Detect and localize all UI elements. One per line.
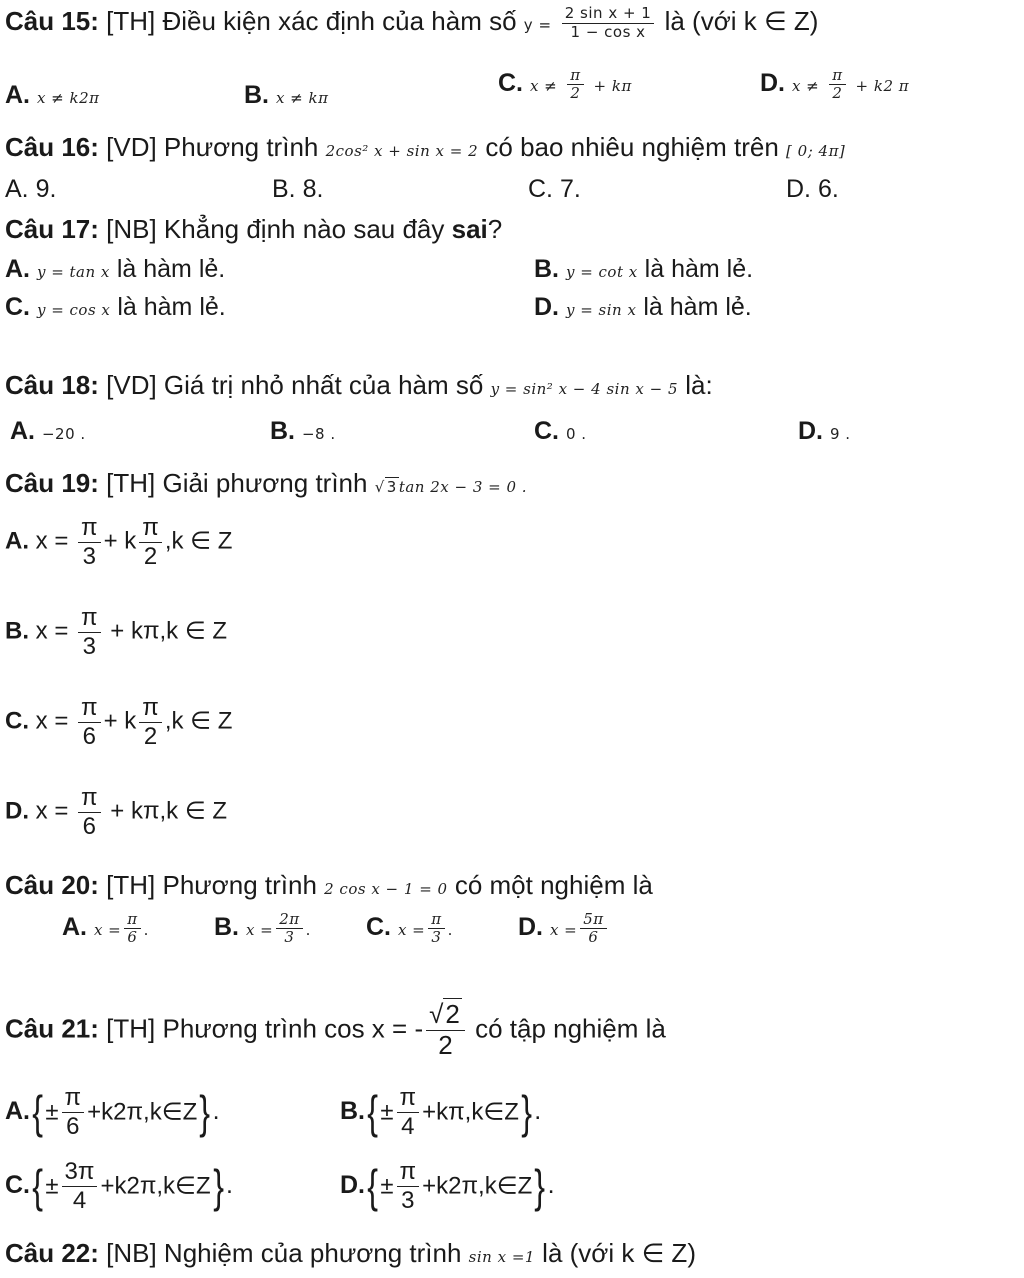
question-21-option-a[interactable] [5, 1084, 220, 1140]
fraction-denominator: 6 [82, 812, 96, 840]
option-text: là hàm lẻ. [636, 293, 752, 321]
fraction-numerator: π [78, 604, 101, 633]
sqrt-radicand: 3 [386, 478, 397, 496]
option-math: x ≠ [791, 77, 820, 95]
question-20-option-a[interactable] [62, 910, 149, 947]
fraction-numerator: π [139, 694, 162, 723]
question-15-function-fraction [562, 5, 655, 41]
question-18-text: [VD] Giá trị nhỏ nhất của hàm số [98, 370, 491, 400]
question-15-option-a[interactable] [5, 78, 100, 115]
question-21-option-c[interactable] [5, 1158, 233, 1214]
option-text: là hàm lẻ. [109, 255, 226, 283]
fraction-numerator: π [567, 67, 583, 85]
fraction-denominator: 2 [438, 1029, 453, 1060]
option-label: A. [5, 255, 30, 283]
option-label: B. [340, 1097, 365, 1125]
question-21-text-end: có tập nghiệm là [467, 1013, 666, 1044]
question-21-option-b[interactable] [340, 1084, 541, 1140]
option-math: 0 . [565, 425, 587, 443]
fraction-denominator: 6 [588, 927, 599, 946]
question-19-option-b[interactable] [5, 604, 227, 660]
option-dot: . [534, 1097, 542, 1125]
left-brace: { [367, 1160, 379, 1213]
right-brace: } [534, 1160, 546, 1213]
question-22-label: Câu 22: [5, 1238, 99, 1268]
question-17-mark: ? [487, 214, 503, 244]
option-fraction [62, 1084, 85, 1140]
option-fraction [397, 1158, 420, 1214]
question-19-option-d[interactable] [5, 784, 227, 840]
option-math: x = [35, 527, 69, 555]
fraction-denominator: 2 [143, 722, 158, 750]
question-16-option-a[interactable]: A. 9. [5, 175, 57, 203]
option-label: A. [10, 417, 35, 445]
option-label: D. [798, 417, 823, 445]
option-math: y = sin x [565, 301, 637, 319]
fraction-denominator: 3 [82, 542, 96, 570]
option-math: x ≠ k2π [36, 89, 100, 107]
option-math: +k2π,k∈Z [100, 1172, 211, 1200]
question-22-text: [NB] Nghiệm của phương trình [98, 1238, 469, 1268]
question-20-option-c[interactable] [366, 910, 453, 947]
option-math: + kπ,k ∈ Z [110, 797, 228, 825]
option-label: C. [534, 417, 559, 445]
option-math: −8 . [301, 425, 336, 443]
option-math: 9 . [829, 425, 851, 443]
option-math: . [447, 921, 453, 939]
fraction-denominator: 3 [431, 927, 442, 946]
option-math: . [143, 921, 149, 939]
option-dot: . [212, 1097, 220, 1125]
option-math: −20 . [41, 425, 86, 443]
option-math: ,k ∈ Z [164, 527, 233, 555]
option-math: x = [93, 921, 122, 939]
fraction-numerator: 2π [276, 911, 302, 929]
question-18-option-a[interactable] [10, 414, 86, 451]
question-20-text: [TH] Phương trình [98, 870, 325, 900]
question-20-label: Câu 20: [5, 870, 99, 900]
question-15-option-d[interactable] [760, 66, 909, 103]
option-math: . [305, 921, 311, 939]
option-label: C. [5, 707, 29, 735]
question-18-option-c[interactable] [534, 414, 587, 451]
option-fraction [139, 514, 162, 570]
question-19-text: [TH] Giải phương trình [98, 468, 375, 498]
question-21-option-d[interactable] [340, 1158, 555, 1214]
option-fraction [78, 604, 101, 660]
option-dot: . [225, 1171, 233, 1199]
option-math: y = cos x [36, 301, 111, 319]
option-fraction [829, 67, 845, 103]
option-label: B. [270, 417, 295, 445]
question-15-numerator: 2 sin x + 1 [562, 5, 655, 23]
fraction-denominator: 4 [72, 1186, 87, 1214]
question-15-denominator: 1 − cos x [570, 22, 646, 41]
option-math: x = [549, 921, 578, 939]
option-math: + k [103, 527, 137, 555]
fraction-denominator: 2 [570, 83, 581, 102]
question-17-option-b[interactable] [534, 252, 753, 289]
question-19-label: Câu 19: [5, 468, 99, 498]
option-label: B. [244, 81, 269, 109]
fraction-numerator: π [62, 1084, 85, 1113]
fraction-denominator: 6 [127, 927, 138, 946]
question-15-text: [TH] Điều kiện xác định của hàm số [98, 6, 524, 36]
question-18-text-end: là: [685, 370, 713, 400]
option-fraction [78, 514, 101, 570]
option-fraction [276, 911, 302, 947]
option-math: + k [103, 707, 137, 735]
option-math: x = [35, 797, 69, 825]
fraction-denominator: 3 [284, 927, 295, 946]
fraction-denominator: 6 [66, 1112, 80, 1140]
fraction-numerator: π [397, 1158, 420, 1187]
question-19-sqrt: √ 3 [374, 478, 397, 496]
question-16-option-d[interactable]: D. 6. [786, 175, 839, 203]
option-math: x = [397, 921, 426, 939]
option-math: x ≠ [529, 77, 558, 95]
question-19-option-a[interactable] [5, 514, 232, 570]
question-20-option-b[interactable] [214, 910, 311, 947]
fraction-numerator: √2 [426, 1000, 465, 1031]
option-label: C. [366, 913, 391, 941]
plus-minus: ± [45, 1098, 59, 1126]
question-17 [5, 212, 1024, 246]
option-fraction [567, 67, 583, 103]
option-label: A. [5, 1097, 30, 1125]
option-fraction [62, 1158, 98, 1214]
option-label: D. [534, 293, 559, 321]
fraction-denominator: 4 [401, 1112, 415, 1140]
question-19-equation: tan 2x − 3 = 0 . [398, 478, 528, 496]
option-label: A. [62, 913, 87, 941]
question-17-option-a[interactable] [5, 252, 225, 289]
option-label: D. [340, 1171, 365, 1199]
fraction-numerator: 3π [62, 1158, 98, 1187]
option-math: +k2π,k∈Z [87, 1098, 198, 1126]
option-label: D. [760, 69, 785, 97]
option-label: C. [5, 1171, 30, 1199]
question-15-label: Câu 15: [5, 6, 99, 36]
question-18-option-b[interactable] [270, 414, 336, 451]
left-brace: { [367, 1086, 379, 1139]
question-22-text-end: là (với k ∈ Z) [542, 1238, 696, 1268]
question-20-equation: 2 cos x − 1 = 0 [324, 880, 448, 898]
question-21-label: Câu 21: [5, 1013, 99, 1044]
question-16-option-c[interactable]: C. 7. [528, 175, 581, 203]
option-math: +k2π,k∈Z [422, 1172, 533, 1200]
fraction-numerator: π [78, 514, 101, 543]
question-20 [5, 868, 1024, 906]
question-16-interval: [ 0; 4π] [786, 142, 846, 160]
question-17-text: [NB] Khẳng định nào sau đây [98, 214, 452, 244]
question-17-option-d[interactable] [534, 290, 752, 327]
question-16-text: [VD] Phương trình [98, 132, 326, 162]
fraction-denominator: 2 [832, 83, 843, 102]
fraction-denominator: 3 [401, 1186, 415, 1214]
right-brace: } [212, 1160, 224, 1213]
plus-minus: ± [45, 1172, 59, 1200]
question-18 [5, 368, 1024, 406]
option-fraction [78, 694, 101, 750]
right-brace: } [521, 1086, 532, 1139]
option-fraction [124, 911, 140, 947]
fraction-numerator: π [829, 67, 845, 85]
fraction-numerator: π [78, 784, 101, 813]
option-text: là hàm lẻ. [110, 293, 226, 321]
question-21-text: [TH] Phương trình cos x = - [98, 1013, 424, 1044]
fraction-numerator: π [139, 514, 162, 543]
sqrt-radicand: 2 [445, 999, 460, 1029]
question-18-option-d[interactable] [798, 414, 851, 451]
option-math: x = [35, 707, 69, 735]
option-fraction [428, 911, 444, 947]
question-20-option-d[interactable] [518, 910, 610, 947]
question-15-option-c[interactable] [498, 66, 632, 103]
fraction-denominator: 2 [143, 542, 158, 570]
question-18-label: Câu 18: [5, 370, 99, 400]
option-math: y = tan x [36, 263, 110, 281]
question-16 [5, 130, 1024, 168]
option-math: +kπ,k∈Z [422, 1098, 519, 1126]
option-label: D. [518, 913, 543, 941]
question-16-text-end: có bao nhiêu nghiệm trên [485, 132, 787, 162]
fraction-numerator: π [124, 911, 140, 929]
option-label: D. [5, 797, 29, 825]
option-label: B. [214, 913, 239, 941]
question-21-fraction [426, 1000, 465, 1061]
option-math: + kπ [593, 77, 632, 95]
option-label: A. [5, 527, 29, 555]
question-19 [5, 466, 1024, 504]
question-15-function-lhs: y = [523, 16, 552, 34]
option-fraction [78, 784, 101, 840]
left-brace: { [32, 1160, 44, 1213]
option-math: ,k ∈ Z [164, 707, 233, 735]
question-16-label: Câu 16: [5, 132, 99, 162]
option-math: + k2 π [855, 77, 910, 95]
option-text: là hàm lẻ. [637, 255, 754, 283]
question-17-label: Câu 17: [5, 214, 99, 244]
question-17-option-c[interactable] [5, 290, 226, 327]
fraction-denominator: 3 [82, 632, 96, 660]
question-18-function: y = sin² x − 4 sin x − 5 [490, 380, 678, 398]
option-label: B. [5, 617, 29, 645]
option-label: C. [5, 293, 30, 321]
question-15-option-b[interactable] [244, 78, 328, 115]
option-fraction [139, 694, 162, 750]
fraction-numerator: π [78, 694, 101, 723]
right-brace: } [199, 1086, 211, 1139]
question-21 [5, 1000, 1024, 1061]
option-label: C. [498, 69, 523, 97]
option-label: A. [5, 81, 30, 109]
option-math: x = [245, 921, 274, 939]
fraction-numerator: π [428, 911, 444, 929]
fraction-numerator: π [397, 1084, 420, 1113]
option-label: B. [534, 255, 559, 283]
plus-minus: ± [380, 1172, 394, 1200]
plus-minus: ± [380, 1098, 394, 1126]
question-17-keyword: sai [451, 214, 488, 244]
option-math: y = cot x [565, 263, 638, 281]
question-19-option-c[interactable] [5, 694, 232, 750]
question-16-equation: 2cos² x + sin x = 2 [325, 142, 479, 160]
option-fraction [397, 1084, 420, 1140]
question-15-text-end: là (với k ∈ Z) [664, 6, 819, 36]
option-fraction [580, 911, 606, 947]
left-brace: { [32, 1086, 44, 1139]
option-dot: . [547, 1171, 555, 1199]
question-22 [5, 1236, 1024, 1274]
question-20-text-end: có một nghiệm là [454, 870, 653, 900]
fraction-numerator: 5π [580, 911, 606, 929]
option-math: x = [35, 617, 69, 645]
option-math: x ≠ kπ [275, 89, 329, 107]
fraction-denominator: 6 [82, 722, 96, 750]
question-22-equation: sin x =1 [468, 1248, 535, 1266]
question-16-option-b[interactable]: B. 8. [272, 175, 324, 203]
question-15 [5, 4, 1024, 42]
option-math: + kπ,k ∈ Z [110, 617, 228, 645]
